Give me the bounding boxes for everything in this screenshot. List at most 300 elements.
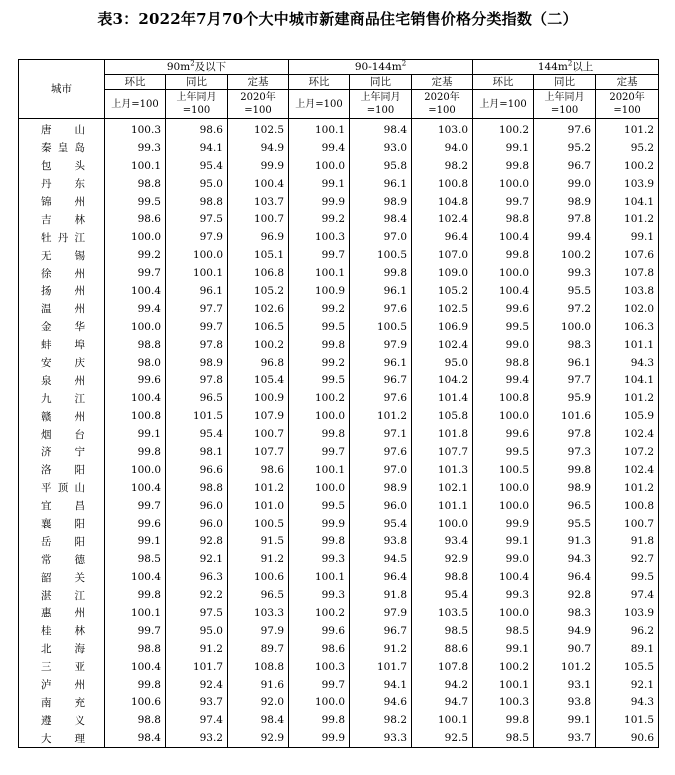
value-cell: 107.7 xyxy=(228,443,289,461)
value-cell: 105.9 xyxy=(596,407,659,425)
city-name: 丹东 xyxy=(41,178,85,191)
value-cell: 91.6 xyxy=(228,676,289,694)
value-cell: 100.2 xyxy=(289,389,350,407)
value-cell: 101.4 xyxy=(412,389,473,407)
value-cell: 96.9 xyxy=(228,228,289,246)
table-row xyxy=(19,694,659,712)
value-cell: 106.5 xyxy=(228,318,289,336)
value-cell: 107.8 xyxy=(412,658,473,676)
value-cell: 99.4 xyxy=(105,300,166,318)
value-cell: 100.1 xyxy=(289,461,350,479)
value-cell: 103.9 xyxy=(596,175,659,193)
value-cell: 101.2 xyxy=(228,479,289,497)
value-cell: 100.4 xyxy=(105,568,166,586)
value-cell: 100.0 xyxy=(473,175,534,193)
city-cell xyxy=(19,729,105,747)
sub-header-mom: 环比 xyxy=(105,75,166,90)
table-row xyxy=(19,407,659,425)
value-cell: 99.5 xyxy=(105,193,166,211)
value-cell: 96.5 xyxy=(534,497,596,515)
value-cell: 99.4 xyxy=(534,228,596,246)
value-cell: 99.8 xyxy=(534,461,596,479)
city-name: 牡丹江 xyxy=(41,231,85,244)
table-row xyxy=(19,264,659,282)
value-cell: 100.0 xyxy=(473,264,534,282)
base-header-last-month: 上月=100 xyxy=(105,90,166,119)
value-cell: 100.1 xyxy=(105,157,166,175)
value-cell: 98.2 xyxy=(350,711,412,729)
value-cell: 95.0 xyxy=(412,354,473,372)
table-row xyxy=(19,336,659,354)
group-header-large: $144m^2$以上 xyxy=(473,60,659,75)
value-cell: 101.2 xyxy=(596,389,659,407)
city-name: 韶关 xyxy=(41,571,85,584)
value-cell: 101.2 xyxy=(534,658,596,676)
value-cell: 98.8 xyxy=(105,175,166,193)
value-cell: 102.5 xyxy=(228,119,289,139)
value-cell: 95.4 xyxy=(166,425,228,443)
value-cell: 99.7 xyxy=(105,622,166,640)
value-cell: 102.1 xyxy=(412,479,473,497)
table-row xyxy=(19,604,659,622)
value-cell: 99.5 xyxy=(473,318,534,336)
value-cell: 98.8 xyxy=(105,336,166,354)
value-cell: 99.8 xyxy=(289,532,350,550)
value-cell: 100.5 xyxy=(228,515,289,533)
city-name: 襄阳 xyxy=(41,518,85,531)
value-cell: 91.3 xyxy=(534,532,596,550)
value-cell: 99.9 xyxy=(289,193,350,211)
table-row xyxy=(19,479,659,497)
value-cell: 99.3 xyxy=(289,586,350,604)
value-cell: 99.3 xyxy=(289,550,350,568)
value-cell: 108.8 xyxy=(228,658,289,676)
value-cell: 105.1 xyxy=(228,246,289,264)
table-row xyxy=(19,139,659,157)
value-cell: 100.6 xyxy=(228,568,289,586)
city-name: 泉州 xyxy=(41,374,85,387)
value-cell: 92.2 xyxy=(166,586,228,604)
table-row xyxy=(19,515,659,533)
value-cell: 99.9 xyxy=(473,515,534,533)
city-cell xyxy=(19,336,105,354)
value-cell: 101.3 xyxy=(412,461,473,479)
value-cell: 103.5 xyxy=(412,604,473,622)
value-cell: 100.7 xyxy=(596,515,659,533)
value-cell: 105.4 xyxy=(228,371,289,389)
value-cell: 100.4 xyxy=(105,658,166,676)
table-row xyxy=(19,443,659,461)
value-cell: 97.5 xyxy=(166,210,228,228)
value-cell: 98.5 xyxy=(473,729,534,747)
city-cell xyxy=(19,676,105,694)
value-cell: 96.7 xyxy=(350,371,412,389)
value-cell: 97.8 xyxy=(534,210,596,228)
sub-header-fixed-base: 定基 xyxy=(412,75,473,90)
table-row xyxy=(19,568,659,586)
city-name: 锦州 xyxy=(41,196,85,208)
value-cell: 97.2 xyxy=(534,300,596,318)
value-cell: 105.5 xyxy=(596,658,659,676)
value-cell: 97.5 xyxy=(166,604,228,622)
value-cell: 100.1 xyxy=(105,604,166,622)
base-header-2020: 2020年=100 xyxy=(596,90,659,119)
value-cell: 99.7 xyxy=(105,264,166,282)
value-cell: 97.6 xyxy=(350,389,412,407)
value-cell: 100.8 xyxy=(105,407,166,425)
value-cell: 96.2 xyxy=(596,622,659,640)
value-cell: 99.6 xyxy=(289,622,350,640)
city-cell xyxy=(19,119,105,139)
city-name: 南充 xyxy=(41,696,85,709)
value-cell: 92.8 xyxy=(166,532,228,550)
value-cell: 92.1 xyxy=(596,676,659,694)
value-cell: 92.1 xyxy=(166,550,228,568)
value-cell: 101.8 xyxy=(412,425,473,443)
value-cell: 104.2 xyxy=(412,371,473,389)
price-index-table xyxy=(18,59,659,748)
value-cell: 103.7 xyxy=(228,193,289,211)
value-cell: 93.3 xyxy=(350,729,412,747)
city-name: 平顶山 xyxy=(41,482,85,495)
value-cell: 100.0 xyxy=(473,604,534,622)
value-cell: 106.8 xyxy=(228,264,289,282)
city-name: 九江 xyxy=(41,392,85,405)
value-cell: 100.4 xyxy=(105,389,166,407)
value-cell: 99.1 xyxy=(473,532,534,550)
value-cell: 98.4 xyxy=(105,729,166,747)
city-cell xyxy=(19,479,105,497)
value-cell: 101.1 xyxy=(412,497,473,515)
city-name: 赣州 xyxy=(41,410,85,423)
city-cell xyxy=(19,389,105,407)
city-cell xyxy=(19,586,105,604)
value-cell: 99.1 xyxy=(596,228,659,246)
city-cell xyxy=(19,550,105,568)
table-row xyxy=(19,497,659,515)
value-cell: 100.2 xyxy=(289,604,350,622)
value-cell: 94.3 xyxy=(596,694,659,712)
group-header-medium: $90-144m^2$ xyxy=(289,60,473,75)
value-cell: 96.5 xyxy=(166,389,228,407)
value-cell: 92.4 xyxy=(166,676,228,694)
value-cell: 104.1 xyxy=(596,371,659,389)
value-cell: 99.0 xyxy=(534,175,596,193)
value-cell: 92.8 xyxy=(534,586,596,604)
value-cell: 100.0 xyxy=(473,497,534,515)
table-body xyxy=(19,119,659,748)
value-cell: 107.8 xyxy=(596,264,659,282)
value-cell: 96.4 xyxy=(350,568,412,586)
value-cell: 97.6 xyxy=(350,443,412,461)
value-cell: 101.2 xyxy=(596,210,659,228)
value-cell: 100.0 xyxy=(473,407,534,425)
value-cell: 99.2 xyxy=(289,300,350,318)
value-cell: 100.5 xyxy=(473,461,534,479)
value-cell: 96.3 xyxy=(166,568,228,586)
table-row xyxy=(19,193,659,211)
value-cell: 99.3 xyxy=(473,586,534,604)
value-cell: 98.0 xyxy=(105,354,166,372)
value-cell: 97.9 xyxy=(350,604,412,622)
city-cell xyxy=(19,711,105,729)
value-cell: 100.2 xyxy=(596,157,659,175)
city-name: 扬州 xyxy=(41,285,85,298)
value-cell: 100.1 xyxy=(166,264,228,282)
value-cell: 99.5 xyxy=(289,497,350,515)
value-cell: 98.8 xyxy=(166,193,228,211)
value-cell: 105.2 xyxy=(412,282,473,300)
value-cell: 102.6 xyxy=(228,300,289,318)
value-cell: 97.0 xyxy=(350,228,412,246)
city-cell xyxy=(19,228,105,246)
value-cell: 96.8 xyxy=(228,354,289,372)
value-cell: 97.9 xyxy=(350,336,412,354)
value-cell: 100.0 xyxy=(166,246,228,264)
city-cell xyxy=(19,604,105,622)
city-cell xyxy=(19,694,105,712)
value-cell: 99.7 xyxy=(105,497,166,515)
value-cell: 94.7 xyxy=(412,694,473,712)
value-cell: 98.1 xyxy=(166,443,228,461)
city-cell xyxy=(19,354,105,372)
city-cell xyxy=(19,175,105,193)
value-cell: 99.8 xyxy=(105,676,166,694)
value-cell: 91.2 xyxy=(228,550,289,568)
city-name: 湛江 xyxy=(41,589,85,602)
value-cell: 99.1 xyxy=(105,532,166,550)
value-cell: 99.6 xyxy=(473,300,534,318)
value-cell: 100.3 xyxy=(105,119,166,139)
value-cell: 100.4 xyxy=(473,568,534,586)
city-name: 岳阳 xyxy=(41,535,85,548)
table-row xyxy=(19,461,659,479)
city-cell xyxy=(19,300,105,318)
city-cell xyxy=(19,371,105,389)
value-cell: 97.1 xyxy=(350,425,412,443)
value-cell: 100.4 xyxy=(473,282,534,300)
city-name: 遵义 xyxy=(41,714,85,727)
value-cell: 99.9 xyxy=(289,729,350,747)
value-cell: 99.8 xyxy=(289,711,350,729)
value-cell: 98.5 xyxy=(473,622,534,640)
table-row xyxy=(19,354,659,372)
value-cell: 89.7 xyxy=(228,640,289,658)
city-name: 济宁 xyxy=(41,446,85,459)
value-cell: 99.8 xyxy=(105,443,166,461)
value-cell: 95.2 xyxy=(596,139,659,157)
sub-header-yoy: 同比 xyxy=(350,75,412,90)
value-cell: 93.1 xyxy=(534,676,596,694)
value-cell: 100.8 xyxy=(412,175,473,193)
value-cell: 95.4 xyxy=(412,586,473,604)
table-title: 表3：2022年7月70个大中城市新建商品住宅销售价格分类指数（二） xyxy=(97,10,578,28)
value-cell: 97.8 xyxy=(534,425,596,443)
value-cell: 88.6 xyxy=(412,640,473,658)
city-cell xyxy=(19,139,105,157)
city-name: 包头 xyxy=(41,160,85,173)
value-cell: 99.8 xyxy=(350,264,412,282)
value-cell: 97.9 xyxy=(166,228,228,246)
city-name: 金华 xyxy=(41,321,85,334)
value-cell: 92.7 xyxy=(596,550,659,568)
sub-header-fixed-base: 定基 xyxy=(596,75,659,90)
city-cell xyxy=(19,407,105,425)
value-cell: 96.1 xyxy=(350,175,412,193)
value-cell: 104.8 xyxy=(412,193,473,211)
value-cell: 100.2 xyxy=(534,246,596,264)
city-name: 徐州 xyxy=(41,267,85,280)
value-cell: 100.8 xyxy=(596,497,659,515)
value-cell: 89.1 xyxy=(596,640,659,658)
base-header-last-month: 上月=100 xyxy=(473,90,534,119)
value-cell: 95.4 xyxy=(350,515,412,533)
value-cell: 91.8 xyxy=(350,586,412,604)
value-cell: 90.6 xyxy=(596,729,659,747)
value-cell: 99.0 xyxy=(473,550,534,568)
value-cell: 100.3 xyxy=(289,228,350,246)
table-row xyxy=(19,586,659,604)
value-cell: 99.5 xyxy=(596,568,659,586)
value-cell: 100.0 xyxy=(473,479,534,497)
value-cell: 100.0 xyxy=(105,318,166,336)
value-cell: 106.9 xyxy=(412,318,473,336)
value-cell: 102.0 xyxy=(596,300,659,318)
value-cell: 107.0 xyxy=(412,246,473,264)
base-header-2020: 2020年=100 xyxy=(412,90,473,119)
value-cell: 99.8 xyxy=(105,586,166,604)
value-cell: 93.7 xyxy=(534,729,596,747)
table-row xyxy=(19,729,659,747)
city-cell xyxy=(19,318,105,336)
value-cell: 100.7 xyxy=(228,210,289,228)
table-row xyxy=(19,425,659,443)
value-cell: 99.8 xyxy=(289,336,350,354)
value-cell: 94.9 xyxy=(228,139,289,157)
city-cell xyxy=(19,193,105,211)
city-cell xyxy=(19,658,105,676)
city-name: 泸州 xyxy=(41,679,85,692)
city-name: 唐山 xyxy=(41,124,85,137)
value-cell: 93.0 xyxy=(350,139,412,157)
value-cell: 94.3 xyxy=(534,550,596,568)
value-cell: 98.6 xyxy=(105,210,166,228)
value-cell: 99.8 xyxy=(473,157,534,175)
value-cell: 98.6 xyxy=(289,640,350,658)
value-cell: 98.9 xyxy=(534,193,596,211)
value-cell: 99.7 xyxy=(289,246,350,264)
value-cell: 99.1 xyxy=(289,175,350,193)
value-cell: 100.4 xyxy=(473,228,534,246)
table-row xyxy=(19,246,659,264)
city-cell xyxy=(19,461,105,479)
value-cell: 96.7 xyxy=(534,157,596,175)
value-cell: 100.9 xyxy=(289,282,350,300)
value-cell: 92.9 xyxy=(228,729,289,747)
group-header-small: $90m^2$及以下 xyxy=(105,60,289,75)
table-row xyxy=(19,228,659,246)
table-row xyxy=(19,119,659,139)
value-cell: 99.6 xyxy=(105,371,166,389)
city-name: 温州 xyxy=(41,303,85,316)
value-cell: 100.0 xyxy=(105,461,166,479)
value-cell: 95.9 xyxy=(534,389,596,407)
value-cell: 100.0 xyxy=(534,318,596,336)
value-cell: 99.4 xyxy=(473,371,534,389)
value-cell: 97.4 xyxy=(166,711,228,729)
value-cell: 100.1 xyxy=(289,264,350,282)
table-row xyxy=(19,711,659,729)
value-cell: 96.7 xyxy=(350,622,412,640)
value-cell: 99.9 xyxy=(228,157,289,175)
table-row xyxy=(19,389,659,407)
value-cell: 99.1 xyxy=(473,640,534,658)
value-cell: 98.5 xyxy=(105,550,166,568)
value-cell: 103.0 xyxy=(412,119,473,139)
city-cell xyxy=(19,568,105,586)
value-cell: 99.2 xyxy=(105,246,166,264)
value-cell: 99.2 xyxy=(289,354,350,372)
value-cell: 101.1 xyxy=(596,336,659,354)
value-cell: 96.6 xyxy=(166,461,228,479)
table-row xyxy=(19,157,659,175)
city-name: 桂林 xyxy=(41,625,85,638)
value-cell: 98.8 xyxy=(166,479,228,497)
value-cell: 100.0 xyxy=(412,515,473,533)
value-cell: 100.0 xyxy=(289,694,350,712)
value-cell: 99.7 xyxy=(473,193,534,211)
table-row xyxy=(19,550,659,568)
table-row xyxy=(19,658,659,676)
value-cell: 99.9 xyxy=(289,515,350,533)
value-cell: 100.2 xyxy=(228,336,289,354)
city-cell xyxy=(19,210,105,228)
value-cell: 96.0 xyxy=(350,497,412,515)
value-cell: 107.2 xyxy=(596,443,659,461)
value-cell: 94.5 xyxy=(350,550,412,568)
city-name: 大理 xyxy=(41,732,85,745)
city-cell xyxy=(19,443,105,461)
value-cell: 103.3 xyxy=(228,604,289,622)
value-cell: 98.4 xyxy=(228,711,289,729)
value-cell: 101.0 xyxy=(228,497,289,515)
value-cell: 100.3 xyxy=(473,694,534,712)
value-cell: 98.3 xyxy=(534,336,596,354)
table-row xyxy=(19,532,659,550)
value-cell: 91.2 xyxy=(166,640,228,658)
value-cell: 98.4 xyxy=(350,119,412,139)
value-cell: 94.9 xyxy=(534,622,596,640)
value-cell: 99.0 xyxy=(473,336,534,354)
base-header-last-month: 上月=100 xyxy=(289,90,350,119)
value-cell: 99.6 xyxy=(105,515,166,533)
sub-header-yoy: 同比 xyxy=(166,75,228,90)
value-cell: 93.2 xyxy=(166,729,228,747)
city-name: 蚌埠 xyxy=(41,339,85,352)
table-row xyxy=(19,318,659,336)
value-cell: 107.7 xyxy=(412,443,473,461)
value-cell: 96.0 xyxy=(166,515,228,533)
city-name: 三亚 xyxy=(41,661,85,674)
table-row xyxy=(19,640,659,658)
value-cell: 97.7 xyxy=(166,300,228,318)
value-cell: 96.5 xyxy=(228,586,289,604)
sub-header-fixed-base: 定基 xyxy=(228,75,289,90)
value-cell: 96.4 xyxy=(534,568,596,586)
value-cell: 102.4 xyxy=(412,210,473,228)
value-cell: 99.8 xyxy=(473,246,534,264)
value-cell: 98.5 xyxy=(412,622,473,640)
